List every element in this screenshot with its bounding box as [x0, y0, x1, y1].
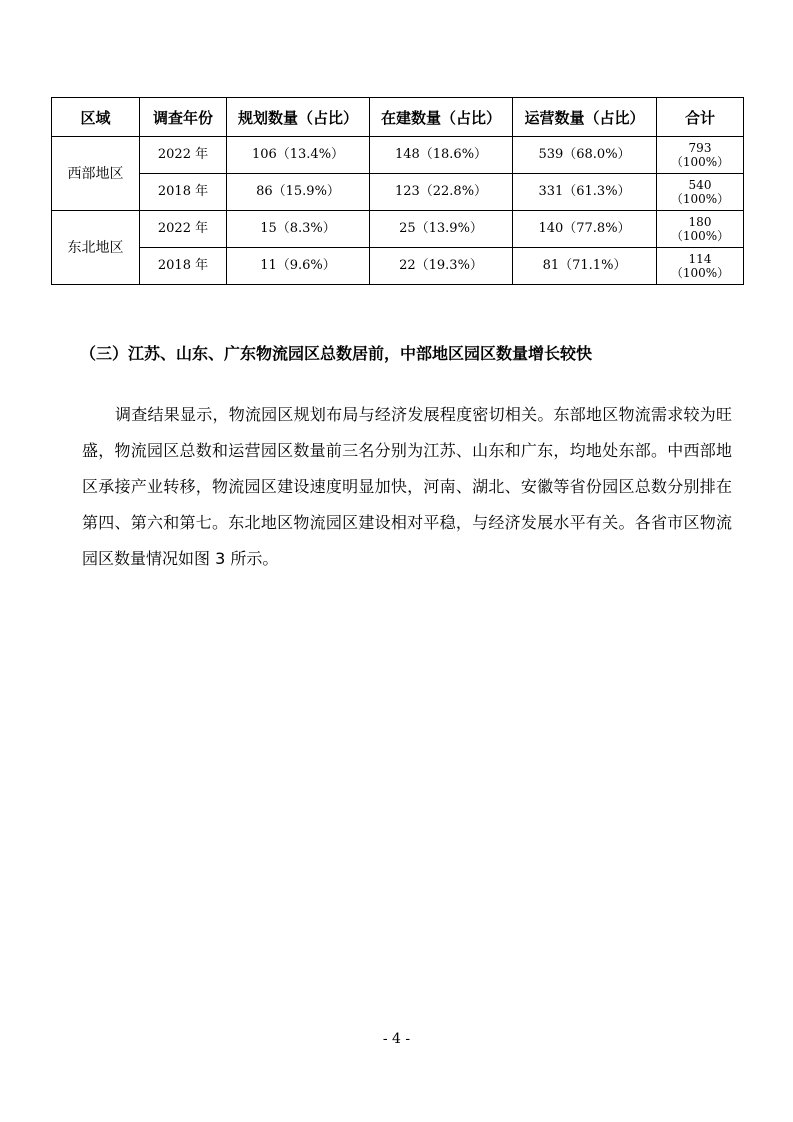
table-row — [52, 174, 744, 211]
header-operating: 运营数量（占比） — [513, 98, 657, 137]
header-building: 在建数量（占比） — [370, 98, 513, 137]
total-cell — [657, 137, 744, 174]
total-cell — [657, 248, 744, 285]
total-cell — [657, 211, 744, 248]
header-year: 调查年份 — [140, 98, 227, 137]
table-row — [52, 211, 744, 248]
page-number: - 4 - — [382, 1031, 411, 1047]
planned-cell: 11（9.6%） — [227, 248, 370, 285]
section-heading: （三）江苏、山东、广东物流园区总数居前，中部地区园区数量增长较快 — [80, 344, 593, 363]
operating-cell: 81（71.1%） — [513, 248, 657, 285]
planned-cell: 86（15.9%） — [227, 174, 370, 211]
region-cell: 东北地区 — [52, 211, 140, 285]
year-cell: 2018 年 — [140, 174, 227, 211]
operating-cell: 539（68.0%） — [513, 137, 657, 174]
operating-cell: 140（77.8%） — [513, 211, 657, 248]
building-cell: 25（13.9%） — [370, 211, 513, 248]
total-value: 114 — [688, 252, 712, 266]
building-cell: 148（18.6%） — [370, 137, 513, 174]
total-percent: （100%） — [670, 266, 730, 280]
total-value: 540 — [688, 178, 712, 192]
total-cell — [657, 174, 744, 211]
year-cell: 2022 年 — [140, 211, 227, 248]
table-row — [52, 248, 744, 285]
building-cell: 123（22.8%） — [370, 174, 513, 211]
total-percent: （100%） — [670, 155, 730, 169]
body-paragraph: 调查结果显示，物流园区规划布局与经济发展程度密切相关。东部地区物流需求较为旺盛，物流园区总数和运营园区数量前三名分别为江苏、山东和广东，均地处东部。中西部地区承接产业转移，物流园区建设速度明显加快，河南、湖北、安徽等省份园区总数分别排在第四、第六和第七。东北地区物流园区建设相对平稳，与经济发展水平有关。各省市区物流园区数量情况如图 3 所示。 — [82, 405, 732, 568]
total-percent: （100%） — [670, 192, 730, 206]
header-total: 合计 — [657, 98, 744, 137]
year-cell: 2022 年 — [140, 137, 227, 174]
planned-cell: 106（13.4%） — [227, 137, 370, 174]
header-planned: 规划数量（占比） — [227, 98, 370, 137]
table-row — [52, 137, 744, 174]
logistics-park-table — [51, 97, 744, 285]
operating-cell: 331（61.3%） — [513, 174, 657, 211]
total-percent: （100%） — [670, 229, 730, 243]
table-header-row — [52, 98, 744, 137]
region-cell: 西部地区 — [52, 137, 140, 211]
planned-cell: 15（8.3%） — [227, 211, 370, 248]
header-region: 区域 — [52, 98, 140, 137]
year-cell: 2018 年 — [140, 248, 227, 285]
total-value: 180 — [688, 215, 712, 229]
building-cell: 22（19.3%） — [370, 248, 513, 285]
total-value: 793 — [688, 141, 712, 155]
